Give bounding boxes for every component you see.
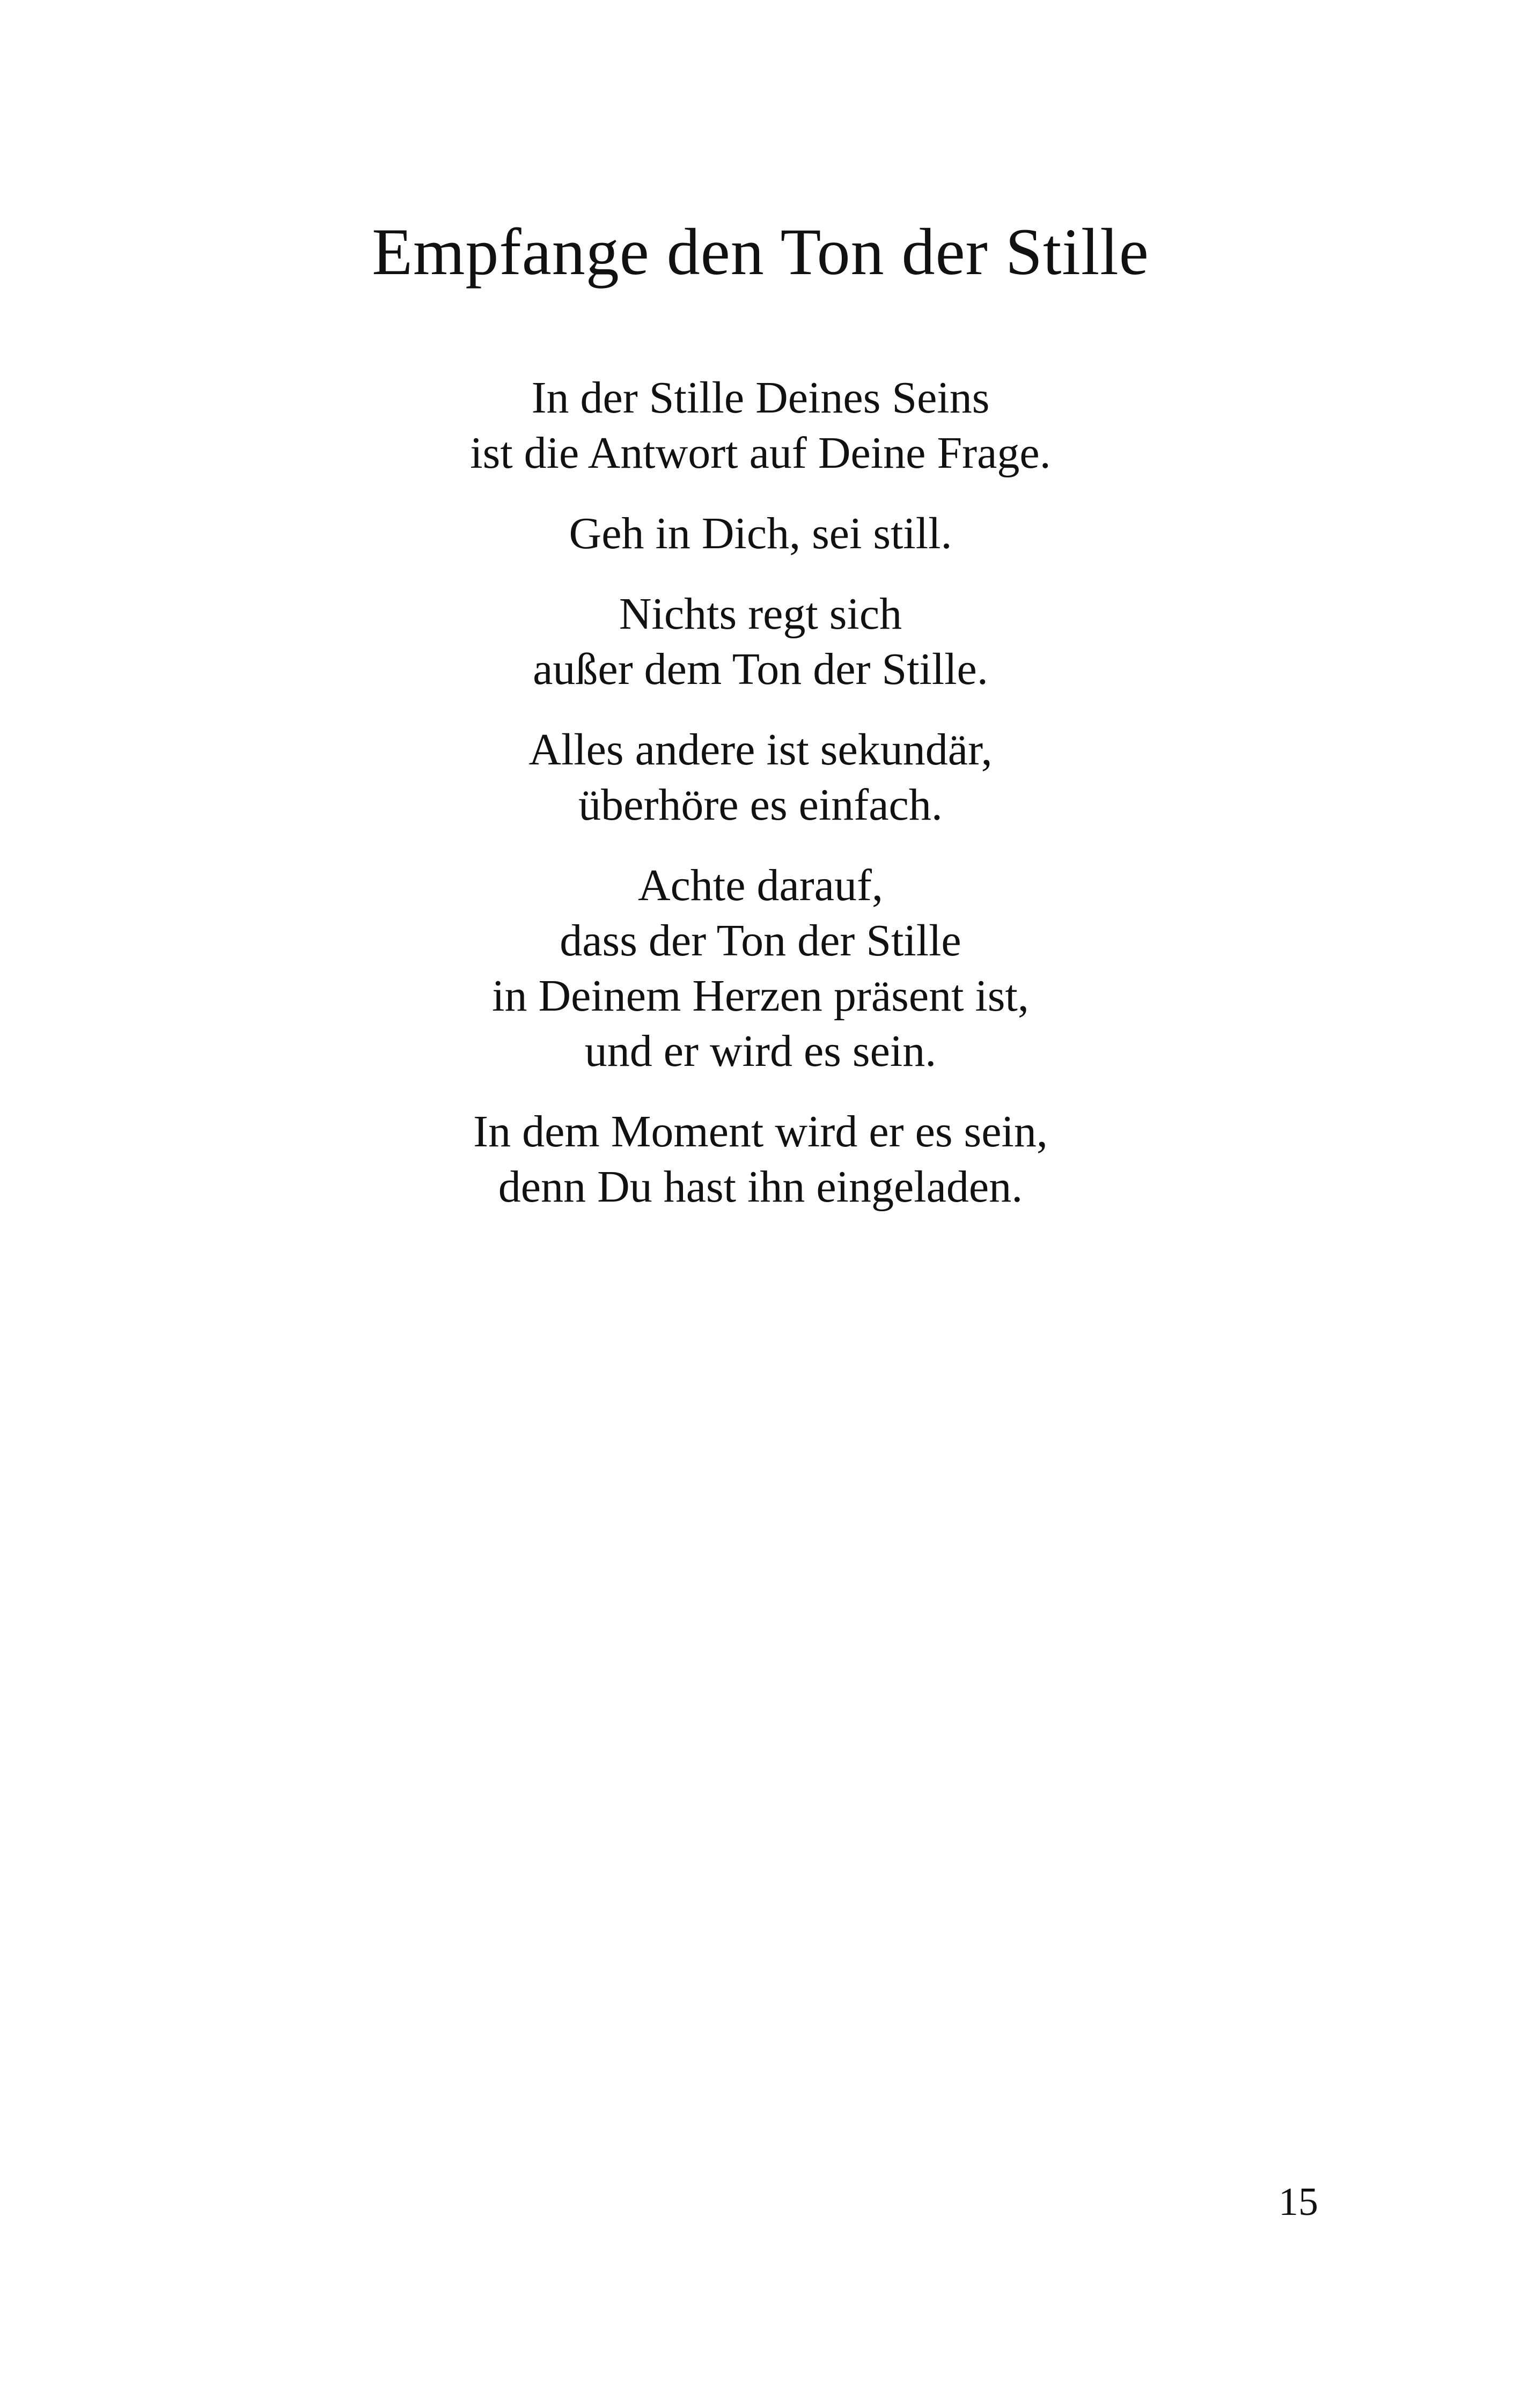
- poem-line: Nichts regt sich: [619, 589, 902, 639]
- poem-line: dass der Ton der Stille: [560, 916, 961, 966]
- poem-line: In dem Moment wird er es sein,: [473, 1107, 1048, 1157]
- stanza: [0, 586, 1521, 697]
- poem-line: außer dem Ton der Stille.: [533, 644, 988, 694]
- page-number: 15: [1278, 2180, 1318, 2224]
- stanza: [0, 506, 1521, 561]
- poem-line: Achte darauf,: [637, 860, 884, 910]
- poem-line: und er wird es sein.: [584, 1026, 937, 1076]
- poem-line: Alles andere ist sekundär,: [528, 725, 993, 775]
- poem-line: In der Stille Deines Seins: [531, 373, 990, 423]
- stanza: [0, 722, 1521, 833]
- stanza: [0, 370, 1521, 481]
- stanza: [0, 1104, 1521, 1214]
- stanza: [0, 858, 1521, 1079]
- poem-line: Geh in Dich, sei still.: [569, 509, 952, 558]
- poem-line: in Deinem Herzen präsent ist,: [492, 971, 1029, 1021]
- poem-line: überhöre es einfach.: [578, 780, 943, 830]
- poem: [0, 370, 1521, 1240]
- poem-line: ist die Antwort auf Deine Frage.: [470, 428, 1051, 478]
- poem-line: denn Du hast ihn eingeladen.: [498, 1162, 1023, 1212]
- page-title: Empfange den Ton der Stille: [372, 215, 1149, 289]
